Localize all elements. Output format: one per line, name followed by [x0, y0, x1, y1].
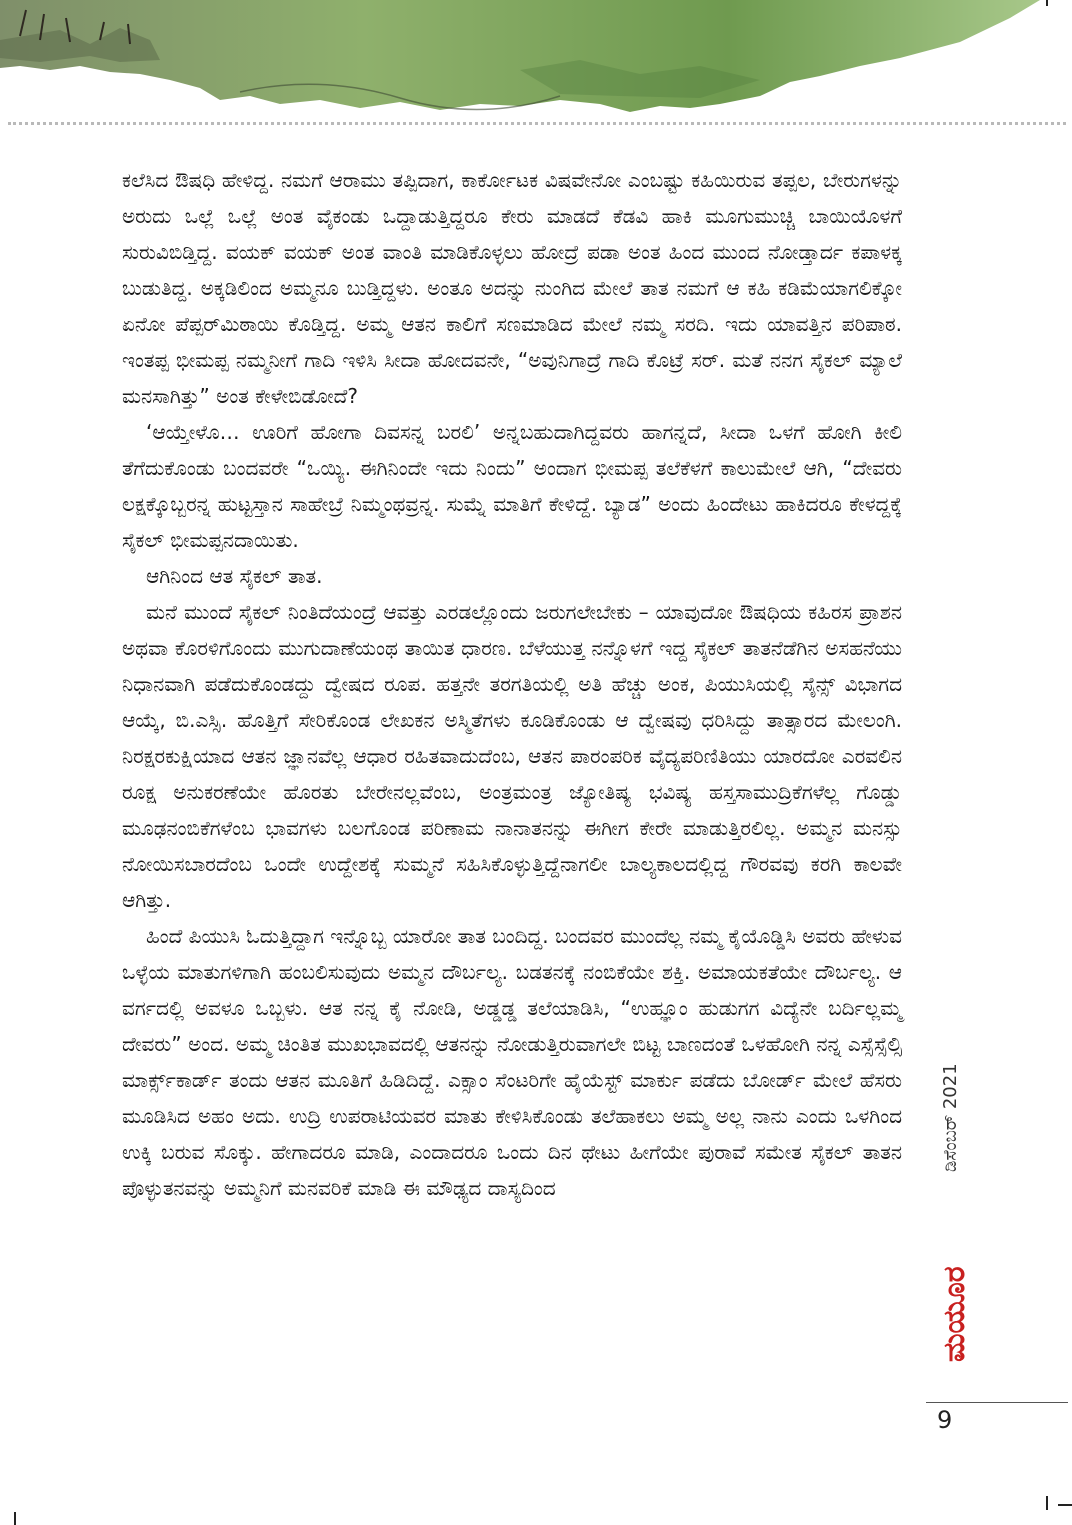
paragraph: ಆಗಿನಿಂದ ಆತ ಸೈಕಲ್ ತಾತ. [146, 564, 323, 588]
paragraph: ಕಲೆಸಿದ ಔಷಧಿ ಹೇಳಿದ್ದ. ನಮಗೆ ಆರಾಮು ತಪ್ಪಿದಾಗ, ಕಾರ್ಕೋಟಕ ವಿಷವೇನೋ ಎಂಬಷ್ಟು ಕಹಿಯಿರುವ ತಪ್ಪಲ, ಬೇರುಗಳನ್ನು ಅರುದು ಒಲ್ಲೆ ಒಲ್ಲೆ ಅಂತ ವೈಕಂಡು ಒದ್ದಾಡುತ್ತಿದ್ದರೂ ಕೇರು ಮಾಡದೆ ಕೆಡವಿ ಹಾಕಿ ಮೂಗುಮುಚ್ಚಿ ಬಾಯಿಯೊಳಗೆ ಸುರುವಿಬಿಡ್ತಿದ್ದ. ವಯಕ್ ವಯಕ್ ಅಂತ ವಾಂತಿ ಮಾಡಿಕೊಳ್ಳಲು ಹೋದ್ರೆ ಪಡಾ ಅಂತ ಹಿಂದ ಮುಂದ ನೋಡ್ತಾರ್ದ ಕಪಾಳಕ್ಕ ಬುಡುತಿದ್ದ. ಅಕ್ಕಡಿಲಿಂದ ಅಮ್ಮನೂ ಬುಡ್ತಿದ್ದಳು. ಅಂತೂ ಅದನ್ನು ನುಂಗಿದ ಮೇಲೆ ತಾತ ನಮಗೆ ಆ ಕಹಿ ಕಡಿಮೆಯಾಗಲಿಕ್ಕೋ ಏನೋ ಪೆಪ್ಪರ್‌ಮಿಠಾಯಿ ಕೊಡ್ತಿದ್ದ. ಅಮ್ಮ ಆತನ ಕಾಲಿಗೆ ಸಣಮಾಡಿದ ಮೇಲೆ ನಮ್ಮ ಸರದಿ. ಇದು ಯಾವತ್ತಿನ ಪರಿಪಾಠ. ಇಂತಪ್ಪ ಭೀಮಪ್ಪ ನಮ್ಮನೀಗೆ ಗಾದಿ ಇಳಿಸಿ ಸೀದಾ ಹೋದವನೇ, “ಅವುನಿಗಾದ್ರೆ ಗಾದಿ ಕೊಟ್ರೆ ಸರ್. ಮತೆ ನನಗ ಸೈಕಲ್ ಮ್ಯಾಲೆ ಮನಸಾಗಿತ್ತು” ಅಂತ ಕೇಳೇಬಿಡೋದೆ? [122, 168, 902, 408]
paragraph: ಮನೆ ಮುಂದೆ ಸೈಕಲ್ ನಿಂತಿದೆಯಂದ್ರೆ ಆವತ್ತು ಎರಡಲ್ಲೊಂದು ಜರುಗಲೇಬೇಕು – ಯಾವುದೋ ಔಷಧಿಯ ಕಹಿರಸ ಪ್ರಾಶನ ಅಥವಾ ಕೊರಳಿಗೊಂದು ಮುಗುದಾಣೆಯಂಥ ತಾಯಿತ ಧಾರಣ. ಬೆಳೆಯುತ್ತ ನನ್ನೊಳಗೆ ಇದ್ದ ಸೈಕಲ್ ತಾತನೆಡೆಗಿನ ಅಸಹನೆಯು ನಿಧಾನವಾಗಿ ಪಡೆದುಕೊಂಡದ್ದು ದ್ವೇಷದ ರೂಪ. ಹತ್ತನೇ ತರಗತಿಯಲ್ಲಿ ಅತಿ ಹೆಚ್ಚು ಅಂಕ, ಪಿಯುಸಿಯಲ್ಲಿ ಸೈನ್ಸ್ ವಿಭಾಗದ ಆಯ್ಕೆ, ಬಿ.ಎಸ್ಸಿ. ಹೊತ್ತಿಗೆ ಸೇರಿಕೊಂಡ ಲೇಖಕನ ಅಸ್ಮಿತೆಗಳು ಕೂಡಿಕೊಂಡು ಆ ದ್ವೇಷವು ಧರಿಸಿದ್ದು ತಾತ್ಸಾರದ ಮೇಲಂಗಿ. ನಿರಕ್ಷರಕುಕ್ಷಿಯಾದ ಆತನ ಜ್ಞಾನವೆಲ್ಲ ಆಧಾರ ರಹಿತವಾದುದೆಂಬ, ಆತನ ಪಾರಂಪರಿಕ ವೈದ್ಯಪರಿಣಿತಿಯು ಯಾರದೋ ಎರವಲಿನ ರೂಕ್ಷ ಅನುಕರಣೆಯೇ ಹೊರತು ಬೇರೇನಲ್ಲವೆಂಬ, ಅಂತ್ರಮಂತ್ರ ಜ್ಯೋತಿಷ್ಯ ಭವಿಷ್ಯ ಹಸ್ತಸಾಮುದ್ರಿಕೆಗಳೆಲ್ಲ ಗೊಡ್ಡು ಮೂಢನಂಬಿಕೆಗಳೆಂಬ ಭಾವಗಳು ಬಲಗೊಂಡ ಪರಿಣಾಮ ನಾನಾತನನ್ನು ಈಗೀಗ ಕೇರೇ ಮಾಡುತ್ತಿರಲಿಲ್ಲ. ಅಮ್ಮನ ಮನಸ್ಸು ನೋಯಿಸಬಾರದೆಂಬ ಒಂದೇ ಉದ್ದೇಶಕ್ಕೆ ಸುಮ್ಮನೆ ಸಹಿಸಿಕೊಳ್ಳುತ್ತಿದ್ದೆನಾಗಲೀ ಬಾಲ್ಯಕಾಲದಲ್ಲಿದ್ದ ಗೌರವವು ಕರಗಿ ಕಾಲವೇ ಆಗಿತ್ತು. [122, 600, 902, 912]
page-number: 9 [937, 1406, 953, 1434]
crop-mark-top-right [1046, 0, 1048, 6]
footer-divider [926, 1402, 1068, 1403]
paragraph: ‘ಆಯ್ತೇಳೊ… ಊರಿಗೆ ಹೋಗಾ ದಿವಸನ್ನ ಬರಲಿ’ ಅನ್ನಬಹುದಾಗಿದ್ದವರು ಹಾಗನ್ನದೆ, ಸೀದಾ ಒಳಗೆ ಹೋಗಿ ಕೀಲಿ ತೆಗೆದುಕೊಂಡು ಬಂದವರೇ “ಒಯ್ಯಿ. ಈಗಿನಿಂದೇ ಇದು ನಿಂದು” ಅಂದಾಗ ಭೀಮಪ್ಪ ತಲೆಕೆಳಗೆ ಕಾಲುಮೇಲೆ ಆಗಿ, “ದೇವರು ಲಕ್ಷಕ್ಕೊಬ್ಬರನ್ನ ಹುಟ್ಟಸ್ತಾನ ಸಾಹೇಬ್ರೆ ನಿಮ್ಮಂಥವ್ರನ್ನ. ಸುಮ್ನೆ ಮಾತಿಗೆ ಕೇಳಿದ್ದೆ. ಬ್ಯಾಡ” ಅಂದು ಹಿಂದೇಟು ಹಾಕಿದರೂ ಕೇಳದ್ದಕ್ಕೆ ಸೈಕಲ್ ಭೀಮಪ್ಪನದಾಯಿತು. [122, 420, 902, 552]
magazine-logo: ಮಯೂರ [937, 1266, 972, 1362]
issue-date: ಡಿಸೆಂಬರ್ 2021 [940, 1063, 961, 1172]
article-body [122, 162, 902, 1206]
paragraph: ಹಿಂದೆ ಪಿಯುಸಿ ಓದುತ್ತಿದ್ದಾಗ ಇನ್ನೊಬ್ಬ ಯಾರೋ ತಾತ ಬಂದಿದ್ದ. ಬಂದವರ ಮುಂದೆಲ್ಲ ನಮ್ಮ ಕೈಯೊಡ್ಡಿಸಿ ಅವರು ಹೇಳುವ ಒಳ್ಳೆಯ ಮಾತುಗಳಿಗಾಗಿ ಹಂಬಲಿಸುವುದು ಅಮ್ಮನ ದೌರ್ಬಲ್ಯ. ಬಡತನಕ್ಕೆ ನಂಬಿಕೆಯೇ ಶಕ್ತಿ. ಅಮಾಯಕತೆಯೇ ದೌರ್ಬಲ್ಯ. ಆ ವರ್ಗದಲ್ಲಿ ಅವಳೂ ಒಬ್ಬಳು. ಆತ ನನ್ನ ಕೈ ನೋಡಿ, ಅಡ್ಡಡ್ಡ ತಲೆಯಾಡಿಸಿ, “ಉಹ್ಞೂಂ ಹುಡುಗಗ ವಿದ್ಯೆನೇ ಬರ್ದಿಲ್ಲಮ್ಮ ದೇವರು” ಅಂದ. ಅಮ್ಮ ಚಿಂತಿತ ಮುಖಭಾವದಲ್ಲಿ ಆತನನ್ನು ನೋಡುತ್ತಿರುವಾಗಲೇ ಬಿಟ್ಟ ಬಾಣದಂತೆ ಒಳಹೋಗಿ ನನ್ನ ಎಸ್ಸೆಸ್ಸೆಲ್ಸಿ ಮಾರ್ಕ್ಸ್‌ಕಾರ್ಡ್ ತಂದು ಆತನ ಮೂತಿಗೆ ಹಿಡಿದಿದ್ದೆ. ಎಕ್ಸಾಂ ಸೆಂಟರಿಗೇ ಹೈಯೆಸ್ಟ್ ಮಾರ್ಕು ಪಡೆದು ಬೋರ್ಡ್ ಮೇಲೆ ಹೆಸರು ಮೂಡಿಸಿದ ಅಹಂ ಅದು. ಉದ್ರಿ ಉಪರಾಟಿಯವರ ಮಾತು ಕೇಳಿಸಿಕೊಂಡು ತಲೆಹಾಕಲು ಅಮ್ಮ ಅಲ್ಲ ನಾನು ಎಂದು ಒಳಗಿಂದ ಉಕ್ಕಿ ಬರುವ ಸೊಕ್ಕು. ಹೇಗಾದರೂ ಮಾಡಿ, ಎಂದಾದರೂ ಒಂದು ದಿನ ಥೇಟು ಹೀಗೆಯೇ ಪುರಾವೆ ಸಮೇತ ಸೈಕಲ್ ತಾತನ ಪೊಳ್ಳುತನವನ್ನು ಅಮ್ಮನಿಗೆ ಮನವರಿಕೆ ಮಾಡಿ ಈ ಮೌಢ್ಯದ ದಾಸ್ಯದಿಂದ [122, 924, 902, 1200]
header-dotted-divider [8, 122, 1066, 125]
header-illustration [0, 0, 1040, 122]
crop-mark-bottom-right-h [1058, 1504, 1072, 1506]
crop-mark-bottom-left [14, 1512, 16, 1525]
crop-mark-bottom-right [1046, 1496, 1048, 1510]
